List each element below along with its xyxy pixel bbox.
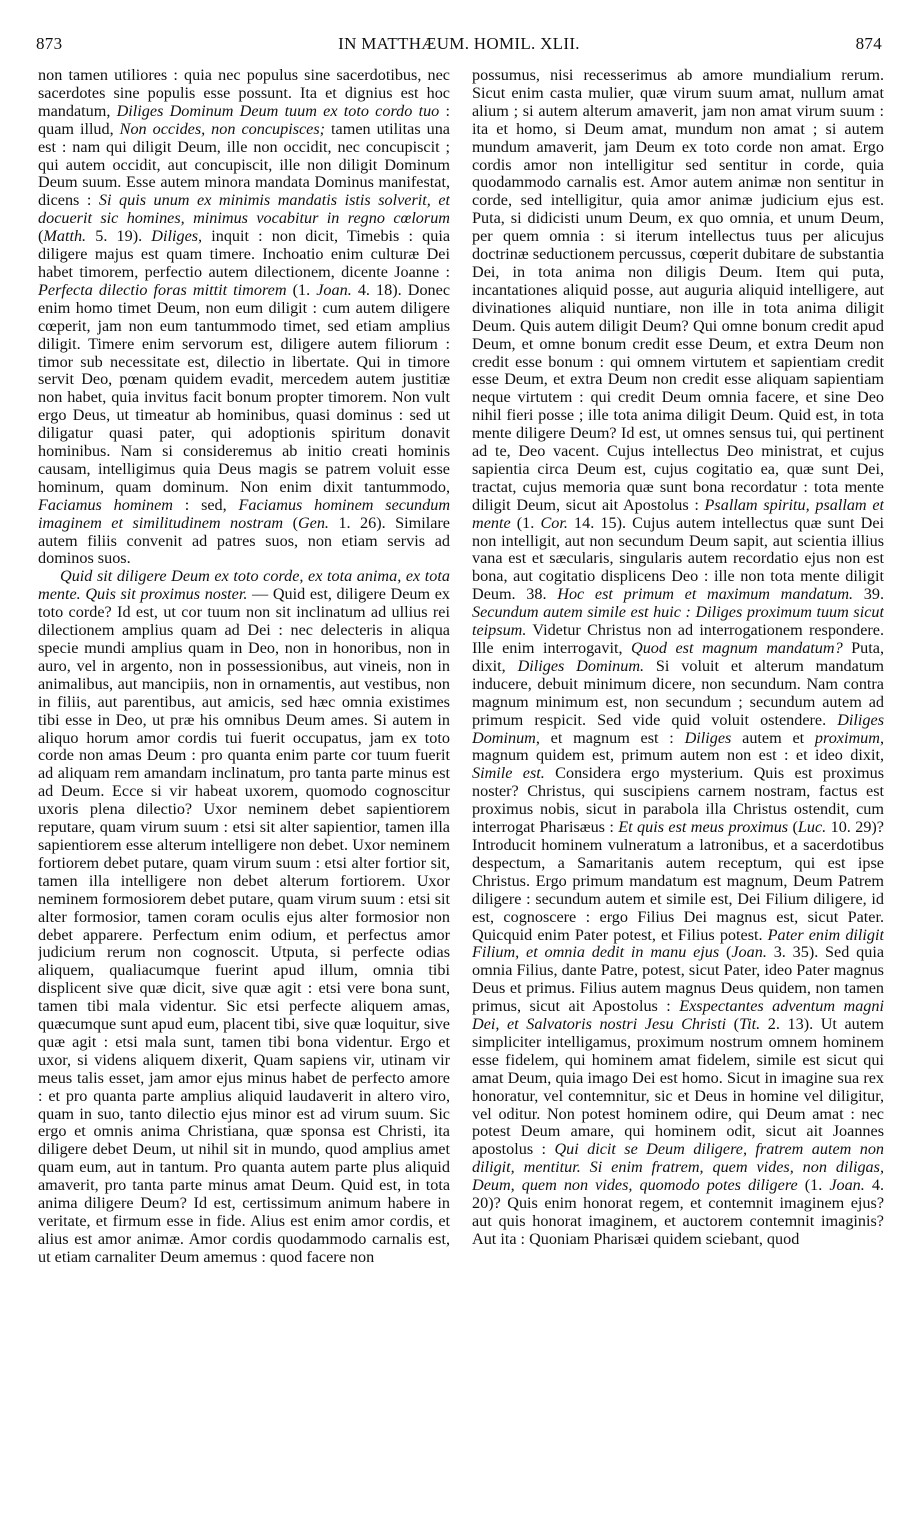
text-run: 1. 26). Similare autem filiis convenit ad patres suos, non etiam servis ad dominos suos. [38,513,450,568]
text-run: : quam illud, [38,101,450,138]
italic-text-run: Joan. [731,943,767,962]
text-run: 3. 35). Sed quia omnia Filius, dante Patre, potest, sicut Pater, ideo Pater magnus Deus et primus. Filius autem magnus Deus quidem, non tamen primus, sicut ait Apostolus : [472,943,884,1016]
italic-text-run: Joan. [829,1176,865,1195]
text-run: Considera ergo mysterium. Quis est proximus noster? Christus, qui suscipiens carnem nostram, factus est proximus nobis, sicut in parabola illa Christus ostendit, cum interrogat Pharisæus : [472,764,884,837]
text-run: , magnum quidem est, primum autem non est : et ideo dixit, [472,728,884,765]
italic-text-run: Pater enim diligit Filium, et omnia dedit in manu ejus [472,925,884,962]
italic-text-run: Perfecta dilectio foras mittit timorem [38,280,287,299]
italic-text-run: Non occides, non concupisces; [119,119,326,138]
paragraph [38,568,450,1266]
italic-text-run: Simile est. [472,764,545,783]
italic-text-run: Diliges Dominum [472,710,884,747]
text-run: ( [726,1015,740,1034]
text-run: 10. 29)? Introducit hominem vulneratum a latronibus, et a sacerdotibus despectum, a Samaritanis autem receptum, qui est ipse Christus. Ergo primum mandatum est magnum, Deum Patrem diligere : secundum autem et simile est, Dei Filium diligere, id est, cognoscere : ergo Filius Dei magnus est, sicut Pater. Quicquid enim Pater potest, et Filius potest. [472,818,884,944]
italic-text-run: Faciamus hominem [38,495,173,514]
text-run: 2. 13). Ut autem simpliciter intelligamus, proximum nostrum omnem hominem esse fidelem, qui hominem amat fidelem, simile est sicut qui amat Deum, quia imago Dei est homo. Sicut in imagine sua rex honoratur, vel contemnitur, sic et Deus in homine vel diligitur, vel oditur. Non potest hominem odire, qui Deum amat : nec potest Deum amare, qui hominem odit, sicut ait Joannes apostolus : [472,1015,884,1159]
italic-text-run: Exspectantes adventum magni Dei, et Salvatoris nostri Jesu Christi [472,997,884,1034]
running-title: IN MATTHÆUM. HOMIL. XLII. [338,34,580,53]
italic-text-run: Cor. [540,513,568,532]
text-run: 39. [853,585,884,604]
italic-text-run: proximum [814,728,880,747]
text-run: ( [719,943,732,962]
text-run: Videtur Christus non ad interrogationem respondere. Ille enim interrogavit, [472,621,884,657]
italic-text-run: Diliges [684,728,732,747]
text-run: : sed, [172,495,239,514]
text-run: ( [788,818,798,837]
text-run: inquit : non dicit, Timebis : quia diligere majus est quam timere. Inchoatio enim culturæ Dei habet timorem, perfectio autem dilectionem, dicente Joanne : [38,227,450,281]
italic-text-run: Diliges Dominum. [517,656,645,675]
paragraph [38,67,450,568]
italic-text-run: Matth. [43,227,87,246]
text-run: 4. 18). Donec enim homo timet Deum, non eum diligit : cum autem diligere cœperit, jam non eum tantummodo timet, sed etiam amplius diligit. Timere enim servorum est, diligere autem filiorum : timor sub necessitate est, dilectio in libertate. Qui in timore servit Deo, pœnam quidem evadit, mercedem autem justitiæ non habet, quia invitus facit bonum propter timorem. Non vult ergo Deus, ut timeatur ab hominibus, quasi dominus : sed ut diligatur quasi pater, qui adoptionis spiritum donavit hominibus. Nam si consideremus ab initio creati hominis causam, intelligimus quia Deus magis se patrem voluit esse hominum, quam dominum. Non enim dixit tantummodo, [38,280,450,496]
running-header [36,33,882,55]
italic-text-run: Et quis est meus proximus [618,818,789,837]
right-text-column [472,67,884,1529]
italic-text-run: Hoc est primum et maximum mandatum. [557,585,854,604]
text-run: Si voluit et alterum mandatum inducere, debuit minimum dicere, non secundum. Nam contra magnum minimum est, non secundum ; secundum autem ad primum respicit. Sed vide quid voluit ostendere. [472,656,884,729]
italic-text-run: Quod est magnum mandatum? [631,639,843,657]
right-page-number: 874 [855,34,882,53]
italic-text-run: Tit. [739,1015,761,1034]
italic-text-run: Qui dicit se Deum diligere, fratrem autem non diligit, mentitur. Si enim fratrem, quem vides, non diligas, Deum, quem non vides, quomodo potes diligere [472,1140,884,1195]
italic-text-run: Faciamus hominem secundum imaginem et similitudinem nostram [38,495,450,532]
text-run: non tamen utiliores : quia nec populus sine sacerdotibus, nec sacerdotes sine populis esse possunt. Ita et dignius est hoc mandatum, [38,67,450,120]
text-run: ( [283,513,298,532]
italic-text-run: Diliges Dominum Deum tuum ex toto cordo tuo [116,101,440,120]
text-run: , et magnum est : [535,728,685,747]
text-run: (1. [510,513,541,532]
text-run: (1. [797,1176,830,1195]
italic-text-run: Luc. [797,818,827,837]
italic-text-run: Quid sit diligere Deum ex toto corde, ex tota anima, ex tota mente. Quis sit proximus noster. [38,567,450,604]
text-run: Puta, dixit, [472,639,884,675]
text-run: ( [38,227,44,246]
text-run: — Quid est, diligere Deum ex toto corde? Id est, ut cor tuum non sit inclinatum ad ullius rei dilectionem amplius quam ad Dei : nec delecteris in aliqua specie mundi amplius quam in Deo, non in honoribus, non in auro, vel in argento, non in possessionibus, aut vineis, non in animalibus, aut mancipiis, non in ornamentis, aut vestibus, non in filiis, aut parentibus, aut amicis, sed hæc omnia existimes tibi esse in Deo, ut præ his omnibus Deum ames. Si autem in aliquo horum amor cordis tui fuerit occupatus, jam ex toto corde non amas Deum : pro quanta enim parte cor tuum fuerit ad aliquam rem amandam inclinatum, pro tanta parte minus est ad Deum. Ecce si vir habeat uxorem, quomodo cognoscitur uxoris plena dilectio? Uxor neminem debet sapientiorem reputare, quam virum suum : etsi sit alter sapientior, tamen illa sapientiorem esse alterum intelligere non debet. Uxor neminem fortiorem debet putare, quam virum suum : etsi alter fortior sit, tamen illa intelligere non debet alterum fortiorem. Uxor neminem formosiorem debet putare, quam virum suum : etsi sit alter formosior, tamen coram oculis ejus alter formosior non debet apparere. Perfectum enim odium, et perfectus amor judicium rerum non cognoscit. Utputa, si perfecte odias aliquem, qualiacumque fuerint apud illum, omnia tibi displicent sive quæ dicit, sive quæ agit : etsi vere bona sunt, tamen tibi mala videntur. Sic etsi perfecte aliquem amas, quæcumque sunt apud eum, placent tibi, sive quæ loquitur, sive quæ agit : etsi mala sunt, tamen tibi bona videntur. Ergo et uxor, si videns aliquem dixerit, Quam sapiens vir, utinam vir meus talis esset, jam amor ejus minus habet de perfecto amore : et pro quanta parte amplius aliquid laudaverit in altero viro, quam in suo, tanto dilectio ejus minor est ad virum suum. Sic ergo et omnis anima Christiana, quæ sponsa est Christi, ita diligere debet Deum, ut nihil sit in mundo, quod amplius amet quam eum, aut in tantum. Pro quanta autem parte plus aliquid amaverit, pro tanta parte minus amat Deum. Quid est, in tota anima diligere Deum? Id est, certissimum animum habere in veritate, et firmum esse in fide. Alius est enim amor cordis, et alius est amor animæ. Amor cordis quodammodo carnalis est, ut etiam carnaliter Deum amemus : quod facere non [38,585,450,1266]
text-run: 4. 20)? Quis enim honorat regem, et contemnit imaginem ejus? aut quis honorat imaginem, et auctorem contemnit imaginis? Aut ita : Quoniam Pharisæi quidem sciebant, quod [472,1176,884,1248]
text-run: 14. 15). Cujus autem intellectus quæ sunt Dei non intelligit, aut non secundum Deum sapit, aut scientia illius vana est et sæcularis, singularis autem recordatio ejus non est bona, aut cogitatio displicens Deo : ille non tota mente diligit Deum. 38. [472,513,884,604]
text-run: (1. [286,280,317,299]
paragraph [472,67,884,1249]
left-page-number: 873 [36,34,63,53]
italic-text-run: Si quis unum ex minimis mandatis istis solverit, et docuerit sic homines, minimus vocabitur in regno cœlorum [38,191,450,228]
text-run: 5. 19). [86,227,152,246]
text-run: possumus, nisi recesserimus ab amore mundialium rerum. Sicut enim casta mulier, quæ virum suum amat, nullum amat alium ; si autem alterum amaverit, jam non amat virum suum : ita et homo, si Deum amat, mundum non amat ; si autem mundum amaverit, jam Deum ex toto corde non amat. Ergo cordis amor non intelligitur sed sentitur in corde, quia quodammodo carnalis est. Amor autem animæ non sentitur in corde, sed intelligitur, quia amor animæ judicium ejus est. Puta, si didicisti unum Deum, ex quo omnia, et unum Deum, per quem omnia : si iterum intellectus tuus per alicujus doctrinæ seductionem percussus, cœperit dubitare de substantia Dei, in tota anima non diligis Deum. Item qui puta, incantationes aliquid posse, aut auguria aliquid intelligere, aut divinationes aliquid nuntiare, non ille in tota anima diligit Deum. Quis autem diligit Deum? Qui omne bonum credit apud Deum, et omne bonum credit esse Deum, et extra Deum non credit esse bonum : qui omnem virtutem et sapientiam credit esse Deum, et extra Deum non credit esse aliquam sapientiam neque virtutem : qui credit Deum omnia facere, et sine Deo nihil fieri posse ; ille tota anima diligit Deum. Quid est, in tota mente diligere Deum? Id est, ut omnes sensus tui, qui pertinent ad te, Deo vacent. Cujus intellectus Deo ministrat, et cujus sapientia circa Deum est, cujus cogitatio ea, quæ sunt Dei, tractat, cujus memoria quæ sunt bona recordatur : tota mente diligit Deum, sicut ait Apostolus : [472,67,884,514]
text-run: autem et [731,728,815,747]
italic-text-run: Joan. [316,280,352,299]
text-run: tamen utilitas una est : nam qui diligit Deum, ille non occidit, nec concupiscit ; qui autem occidit, aut concupiscit, ille non diligit Dominum Deum suum. Esse autem minora mandata Dominus manifestat, dicens : [38,119,450,210]
italic-text-run: Gen. [297,513,329,532]
italic-text-run: Secundum autem simile est huic : Diliges proximum tuum sicut teipsum. [472,603,884,640]
left-text-column [38,67,450,1529]
italic-text-run: Diliges, [151,227,203,246]
italic-text-run: Psallam spiritu, psallam et mente [472,495,884,532]
